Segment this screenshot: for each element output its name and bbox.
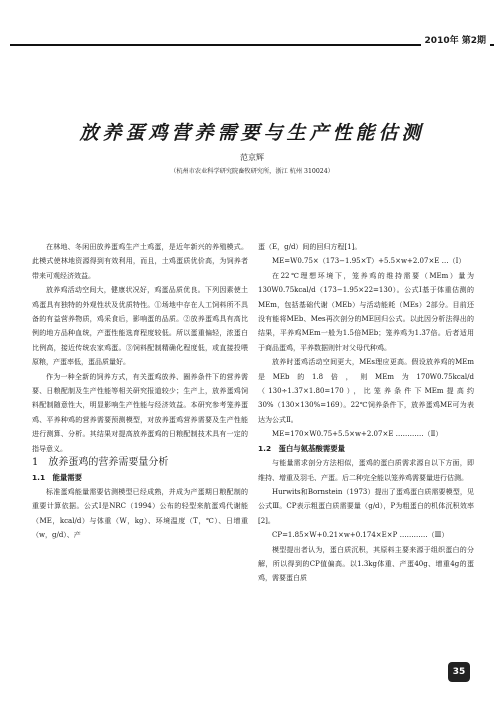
subsection-heading: 1.1 能量需要 xyxy=(32,472,83,482)
formula: CP=1.85×W+0.21×w+0.174×E×P …………（Ⅲ） xyxy=(272,531,449,540)
formula: ME=W0.75×（173−1.95×T）+5.5×w+2.07×E …（Ⅰ） xyxy=(272,257,466,266)
page-number: 35 xyxy=(448,662,470,682)
author-affiliation: （杭州市农业科学研究院畜牧研究所，浙江 杭州 310024） xyxy=(170,168,334,175)
paragraph: 在22℃理想环境下，笼养鸡的维持需要（MEm）量为130W0.75kcal/d（173−1.95×22=130）。公式Ⅰ基于体重估测的MEm，包括基础代谢（MEb）与活动能耗（MEs）2部分。目前还没有能将MEb、Mes再次剖分的ME回归公式。以此因分析法得出的结果，平养鸡MEm一般为1.5倍MEb；笼养鸡为1.37倍。后者适用于商品蛋鸡，平养数据则针对父母代种鸡。 xyxy=(258,271,474,352)
paragraph: 在林地、冬闲田放养蛋鸡生产土鸡蛋，是近年新兴的养殖模式。此模式使林地资源得到有效利用，而且，土鸡蛋质优价高，为饲养者带来可观经济效益。 xyxy=(32,243,248,280)
paragraph: 放养时蛋鸡活动空间更大，MEs理应更高。假设放养鸡的MEm是MEb的1.8倍，则MEm为170W0.75kcal/d（130÷1.37×1.80=170），比笼养条件下MEm提高约30%（130×130%=169）。22℃饲养条件下，放养蛋鸡ME可为表达为公式Ⅱ。 xyxy=(258,358,474,424)
paragraph: 作为一种全新的饲养方式，有关蛋鸡放养、圈养条件下的营养需要、日粮配制及生产性能等相关研究报道较少；生产上，放养蛋鸡饲料配制随意性大，明显影响生产性能与经济效益。本研究参考笼养蛋鸡、平养种鸡的营养需要预测模型，对放养蛋鸡营养需要及生产性能进行测算、分析。其结果对提高放养蛋鸡的日粮配制技术具有一定的指导意义。 xyxy=(32,372,248,453)
paragraph: 与能量需求剖分方法相似，蛋鸡的蛋白质需求源自以下方面，即维持、增重及羽毛、产蛋。后二种完全能以笼养鸡需要量进行估测。 xyxy=(258,459,474,482)
paragraph: Hurwits和Bornstein（1973）提出了蛋鸡蛋白质需要模型，见公式Ⅲ。CP表示粗蛋白质需要量（g/d），P为粗蛋白的机体沉积效率[2]。 xyxy=(258,487,474,525)
article-title: 放养蛋鸡营养需要与生产性能估测 xyxy=(79,122,425,144)
author-name: 范京辉 xyxy=(240,153,264,162)
left-column xyxy=(32,240,248,543)
issue-label: 2010年 第2期 xyxy=(421,33,490,46)
paragraph: 蛋（E，g/d）间的回归方程[1]。 xyxy=(258,243,362,251)
paragraph: 模型提出者认为，蛋白质沉积，其原料主要来源于组织蛋白的分解，所以得到的CP值偏高。以1.3kg体重、产蛋40g、增重4g的蛋鸡，需要蛋白质 xyxy=(258,545,474,583)
subsection-heading: 1.2 蛋白与氨基酸需要量 xyxy=(258,443,345,453)
formula: ME=170×W0.75+5.5×w+2.07×E …………（Ⅱ） xyxy=(272,430,443,439)
paragraph: 标准蛋鸡能量需要估测模型已经成熟，并成为产蛋期日粮配制的重要计算依据。公式Ⅰ是NRC（1994）公布的轻型来航蛋鸡代谢能（ME，kcal/d）与体重（W，kg）、环境温度（T，℃）、日增重（w，g/d）、产 xyxy=(32,487,248,540)
right-column xyxy=(258,240,474,586)
paragraph: 放养鸡活动空间大，健康状况好，鸡蛋品质优良。下列因素使土鸡蛋具有独特的外观性状及优质特性。①场地中存在人工饲料所不具备的有益营养物质，鸡采食后，影响蛋的品质。②放养蛋鸡具有高比例的地方品种血统，产蛋性能选育程度较低。所以蛋重偏轻，浓蛋白比例高，接近传统农家鸡蛋。③饲料配制精确化程度低，或直接投喂原粮，产蛋率低，蛋品质量好。 xyxy=(32,286,248,367)
section-heading: 1 放养蛋鸡的营养需要量分析 xyxy=(32,457,169,469)
